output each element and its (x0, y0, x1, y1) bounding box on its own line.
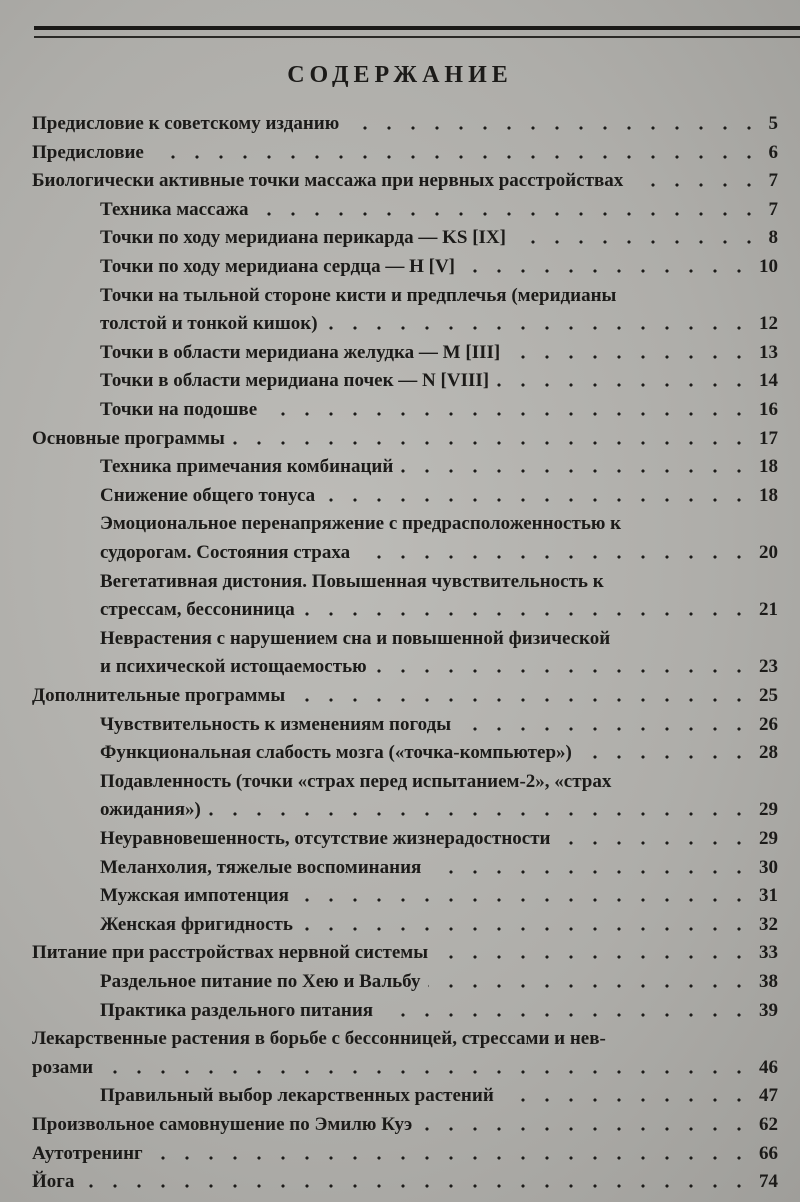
toc-page-number: 17 (759, 427, 778, 449)
toc-entry-title: Практика раздельного питания (100, 999, 374, 1021)
toc-entry-title: Подавленность (точки «страх перед испытанием-2», «страх (100, 770, 612, 792)
toc-page-number: 26 (759, 713, 778, 735)
toc-page-number: 14 (759, 370, 778, 392)
toc-entry (0, 253, 800, 281)
toc-entry (0, 224, 800, 252)
toc-entry (0, 682, 800, 710)
toc-entry (0, 1082, 800, 1110)
toc-entry-title: Йога (32, 1171, 75, 1193)
toc-entry-title: Меланхолия, тяжелые воспоминания (100, 856, 422, 878)
dot-leader (323, 498, 751, 502)
toc-page-number: 8 (768, 227, 778, 249)
page-title: СОДЕРЖАНИЕ (287, 62, 513, 88)
toc-entry-title: Дополнительные программы (32, 685, 286, 706)
toc-entry (0, 339, 800, 367)
toc-entry-title: Вегетативная дистония. Повышенная чувствительность к (100, 570, 604, 592)
dot-leader (375, 669, 751, 673)
dot-leader (301, 927, 751, 931)
toc-page-number: 66 (759, 1142, 778, 1164)
toc-entry (0, 568, 800, 596)
toc-page-number: 74 (759, 1171, 778, 1193)
dot-leader (233, 441, 751, 445)
toc-entry-title: Аутотренинг (32, 1142, 143, 1164)
toc-entry (0, 425, 800, 453)
toc-page-number: 16 (759, 399, 778, 420)
toc-entry-title: Функциональная слабость мозга («точка-компьютер») (100, 742, 572, 764)
dot-leader (401, 469, 751, 473)
header-rule-thick (34, 26, 800, 30)
toc-entry-title: Правильный выбор лекарственных растений (100, 1085, 494, 1107)
toc-page-number: 25 (759, 685, 778, 706)
dot-leader (428, 984, 751, 988)
toc-entry (0, 453, 800, 481)
toc-entry (0, 167, 800, 195)
dot-leader (463, 269, 751, 273)
toc-page-number: 31 (759, 885, 778, 907)
dot-leader (101, 1070, 751, 1074)
toc-entry-title: Техника примечания комбинаций (100, 456, 394, 478)
dot-leader (420, 1127, 751, 1131)
toc-entry (0, 1168, 800, 1196)
toc-entry-title: Неуравновешенность, отсутствие жизнерадостности (100, 828, 551, 849)
toc-entry (0, 367, 800, 395)
dot-leader (459, 727, 751, 731)
toc-page-number: 7 (768, 170, 778, 192)
dot-leader (580, 755, 751, 759)
dot-leader (502, 1098, 751, 1102)
toc-entry (0, 539, 800, 567)
toc-entry (0, 396, 800, 424)
toc-entry-title: судорогам. Состояния страха (100, 542, 351, 563)
toc-entry-title: Предисловие (32, 141, 144, 163)
toc-page-number: 13 (759, 341, 778, 363)
dot-leader (497, 383, 751, 387)
toc-entry-title: Мужская импотенция (100, 885, 289, 907)
toc-page-number: 33 (759, 942, 778, 964)
toc-entry (0, 1025, 800, 1053)
toc-entry (0, 711, 800, 739)
toc-entry (0, 282, 800, 310)
toc-entry (0, 768, 800, 796)
toc-page-number: 6 (768, 141, 778, 163)
toc-page-number: 10 (759, 256, 778, 277)
toc-entry-title: Предисловие к советскому изданию (32, 113, 340, 134)
toc-entry (0, 1111, 800, 1139)
toc-entry (0, 796, 800, 824)
toc-page-number: 28 (759, 742, 778, 764)
dot-leader (631, 183, 761, 187)
toc-page-number: 32 (759, 913, 778, 935)
dot-leader (151, 1156, 751, 1160)
toc-entry (0, 510, 800, 538)
toc-page-number: 12 (759, 313, 778, 335)
toc-entry-title: Женская фригидность (100, 913, 293, 935)
toc-entry (0, 482, 800, 510)
toc-page-number: 29 (759, 799, 778, 821)
toc-entry-title: Лекарственные растения в борьбе с бессонницей, стрессами и нев- (32, 1028, 606, 1050)
toc-entry-title: и психической истощаемостью (100, 656, 367, 678)
dot-leader (209, 812, 751, 816)
toc-entry-title: Точки на подошве (100, 399, 258, 420)
toc-entry (0, 882, 800, 910)
toc-entry-title: Эмоциональное перенапряжение с предрасположенностью к (100, 513, 622, 535)
dot-leader (293, 698, 751, 702)
toc-entry-title: толстой и тонкой кишок) (100, 313, 318, 335)
toc-entry-title: Точки в области меридиана почек — N [VIII] (100, 370, 490, 392)
toc-entry (0, 139, 800, 167)
toc-entry (0, 825, 800, 853)
dot-leader (257, 212, 761, 216)
dot-leader (297, 898, 751, 902)
toc-page-number: 38 (759, 971, 778, 992)
dot-leader (358, 555, 751, 559)
dot-leader (82, 1184, 751, 1188)
toc-entry (0, 625, 800, 653)
dot-leader (303, 612, 751, 616)
toc-page-number: 39 (759, 999, 778, 1021)
toc-entry (0, 1054, 800, 1082)
dot-leader (436, 955, 751, 959)
toc-entry-title: Точки на тыльной стороне кисти и предплечья (меридианы (100, 284, 617, 306)
toc-entry (0, 911, 800, 939)
toc-page-number: 7 (768, 198, 778, 220)
toc-page-number: 62 (759, 1114, 778, 1135)
toc-entry-title: Чувствительность к изменениям погоды (100, 713, 452, 735)
toc-entry (0, 110, 800, 138)
dot-leader (429, 870, 751, 874)
toc-page-number: 21 (759, 599, 778, 621)
toc-entry-title: Снижение общего тонуса (100, 484, 316, 506)
dot-leader (152, 155, 761, 159)
dot-leader (265, 412, 751, 416)
dot-leader (347, 126, 761, 130)
toc-entry-title: Основные программы (32, 427, 225, 449)
dot-leader (514, 240, 761, 244)
toc-page-number: 30 (759, 856, 778, 878)
toc-page-number: 47 (759, 1085, 778, 1107)
dot-leader (326, 326, 751, 330)
toc-entry-title: Техника массажа (100, 198, 249, 220)
toc-page-number: 5 (768, 113, 778, 134)
toc-page-number: 18 (759, 484, 778, 506)
toc-page-number: 23 (759, 656, 778, 678)
toc-entry (0, 997, 800, 1025)
toc-entry (0, 739, 800, 767)
toc-entry-title: Точки в области меридиана желудка — M [III] (100, 341, 501, 363)
toc-entry (0, 310, 800, 338)
toc-entry-title: Точки по ходу меридиана сердца — H [V] (100, 256, 455, 277)
dot-leader (381, 1013, 751, 1017)
toc-entry (0, 596, 800, 624)
toc-page-number: 46 (759, 1056, 778, 1078)
toc-entry-title: Питание при расстройствах нервной системы (32, 942, 429, 964)
toc-entry-title: Произвольное самовнушение по Эмилю Куэ (32, 1114, 413, 1135)
toc-entry (0, 854, 800, 882)
toc-entry (0, 653, 800, 681)
toc-entry-title: розами (32, 1056, 94, 1078)
toc-entry (0, 968, 800, 996)
dot-leader (558, 841, 751, 845)
dot-leader (508, 355, 751, 359)
toc-entry (0, 939, 800, 967)
toc-entry (0, 1140, 800, 1168)
toc-page-number: 18 (759, 456, 778, 478)
toc-page-number: 29 (759, 828, 778, 849)
header-rule-thin (34, 36, 800, 38)
toc-entry-title: Неврастения с нарушением сна и повышенной физической (100, 627, 611, 649)
toc-page-number: 20 (759, 542, 778, 563)
toc-entry-title: Биологически активные точки массажа при нервных расстройствах (32, 170, 624, 192)
toc-entry-title: Точки по ходу меридиана перикарда — KS [IX] (100, 227, 506, 249)
toc-entry-title: стрессам, бессониница (100, 599, 295, 621)
toc-entry (0, 196, 800, 224)
toc-entry-title: Раздельное питание по Хею и Вальбу (100, 971, 421, 992)
toc-entry-title: ожидания») (100, 799, 201, 821)
